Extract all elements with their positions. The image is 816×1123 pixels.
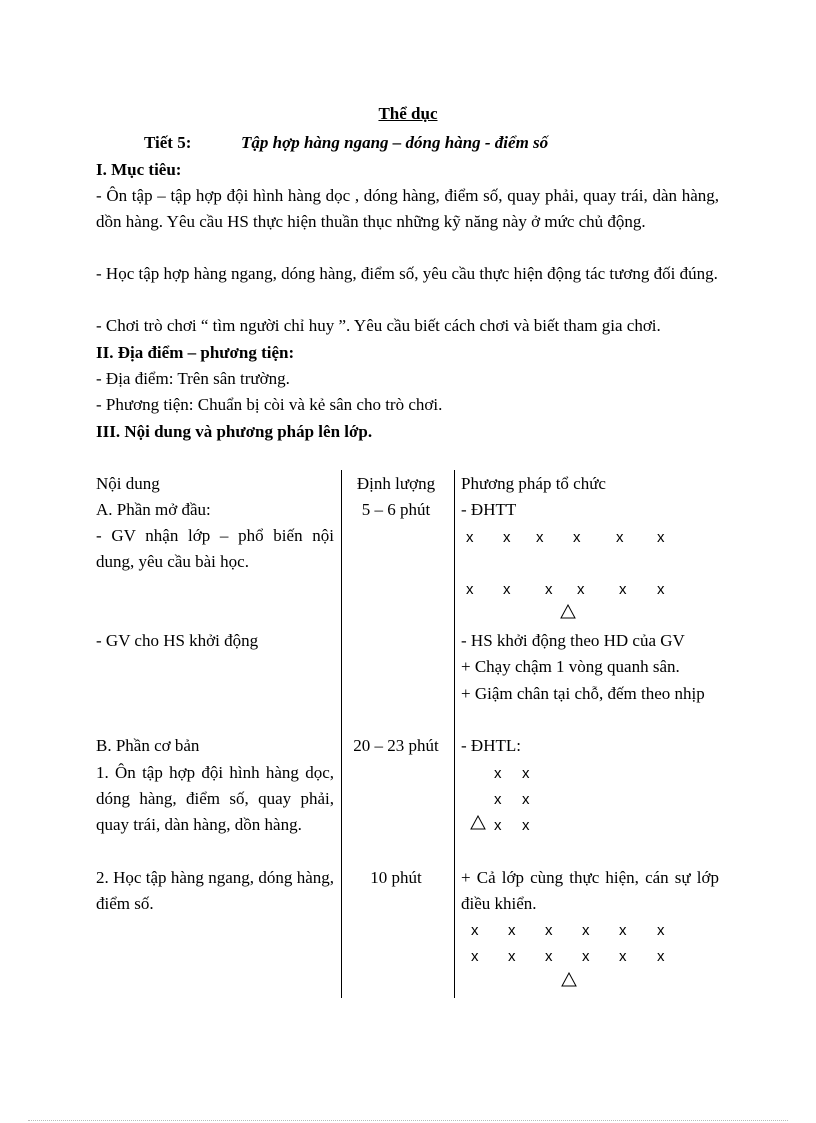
formation-mark: x [494,791,502,808]
teacher-triangle-icon [560,604,576,619]
formation-mark: x [471,922,479,939]
formation-mark: x [508,948,516,965]
lesson-title: Tập hợp hàng ngang – dóng hàng - điểm số [241,133,549,152]
formation-row [461,581,719,601]
formation-row [461,529,719,549]
formation-mark: x [657,948,665,965]
formation-mark: x [657,581,665,598]
formation-mark: x [619,922,627,939]
header-quantity: Định lượng [356,474,436,493]
objective-3: - Chơi trò chơi “ tìm người chỉ huy ”. Yêu cầu biết cách chơi và biết tham gia chơi. [96,316,661,335]
formation-mark: x [582,922,590,939]
formation-mark: x [545,948,553,965]
equipment-text: - Phương tiện: Chuẩn bị còi và kẻ sân cho trò chơi. [96,395,443,414]
column-formation-row [461,765,561,785]
section-objectives-title: I. Mục tiêu: [96,160,182,179]
location-text: - Địa điểm: Trên sân trường. [96,369,290,388]
column-divider-2 [454,470,455,998]
formation-row [461,922,719,942]
objective-2: - Học tập hợp hàng ngang, dóng hàng, điểm số, yêu cầu thực hiện động tác tương đối đúng. [96,264,718,283]
part-a-content-2: - GV cho HS khởi động [96,631,259,650]
part-a-method-3: + Chạy chậm 1 vòng quanh sân. [461,657,680,676]
formation-mark: x [545,922,553,939]
page-bottom-edge [28,1120,788,1121]
header-method: Phương pháp tổ chức [461,474,606,493]
part-b-method: - ĐHTL: [461,736,521,755]
section-location-title: II. Địa điểm – phương tiện: [96,343,295,362]
formation-mark: x [573,529,581,546]
part-b-time: 20 – 23 phút [353,736,439,755]
part-a-content-1: - GV nhận lớp – phổ biến nội dung, yêu cầu bài học. [96,526,334,571]
formation-mark: x [503,581,511,598]
formation-mark: x [508,922,516,939]
formation-mark: x [536,529,544,546]
part-a-method-4: + Giậm chân tại chỗ, đếm theo nhịp [461,684,705,703]
formation-mark: x [522,791,530,808]
formation-mark: x [582,948,590,965]
teacher-triangle-icon [561,972,577,987]
formation-mark: x [503,529,511,546]
part-b-content-1: 1. Ôn tập hợp đội hình hàng dọc, dóng hàng, điểm số, quay phải, quay trái, dàn hàng, dồn hàng. [96,763,334,834]
page-title: Thể dục [378,104,438,123]
formation-mark: x [616,529,624,546]
formation-mark: x [657,922,665,939]
lesson-number: Tiết 5: [144,133,192,152]
part-b-method-2: + Cả lớp cùng thực hiện, cán sự lớp điều khiển. [461,868,719,913]
formation-mark: x [471,948,479,965]
formation-mark: x [494,817,502,834]
formation-row [461,948,719,968]
part-b-content-2: 2. Học tập hàng ngang, dóng hàng, điểm số. [96,868,334,913]
formation-mark: x [619,948,627,965]
formation-mark: x [657,529,665,546]
part-a-method-2: - HS khởi động theo HD của GV [461,631,685,650]
part-a-method: - ĐHTT [461,500,517,519]
formation-mark: x [466,581,474,598]
formation-mark: x [577,581,585,598]
column-formation-row [461,817,561,837]
part-a-title: A. Phần mở đầu: [96,500,211,519]
section-content-title: III. Nội dung và phương pháp lên lớp. [96,422,373,441]
objective-1: - Ôn tập – tập hợp đội hình hàng dọc , dóng hàng, điểm số, quay phải, quay trái, dàn hàng, dồn hàng. Yêu cầu HS thực hiện thuần thục những kỹ năng này ở mức chủ động. [96,186,719,231]
part-a-time: 5 – 6 phút [361,500,431,519]
column-formation-row [461,791,561,811]
part-b-title: B. Phần cơ bản [96,736,200,755]
formation-mark: x [545,581,553,598]
part-b-time-2: 10 phút [370,868,422,887]
formation-mark: x [494,765,502,782]
formation-mark: x [522,765,530,782]
formation-mark: x [619,581,627,598]
header-content: Nội dung [96,474,160,493]
formation-mark: x [466,529,474,546]
formation-mark: x [522,817,530,834]
